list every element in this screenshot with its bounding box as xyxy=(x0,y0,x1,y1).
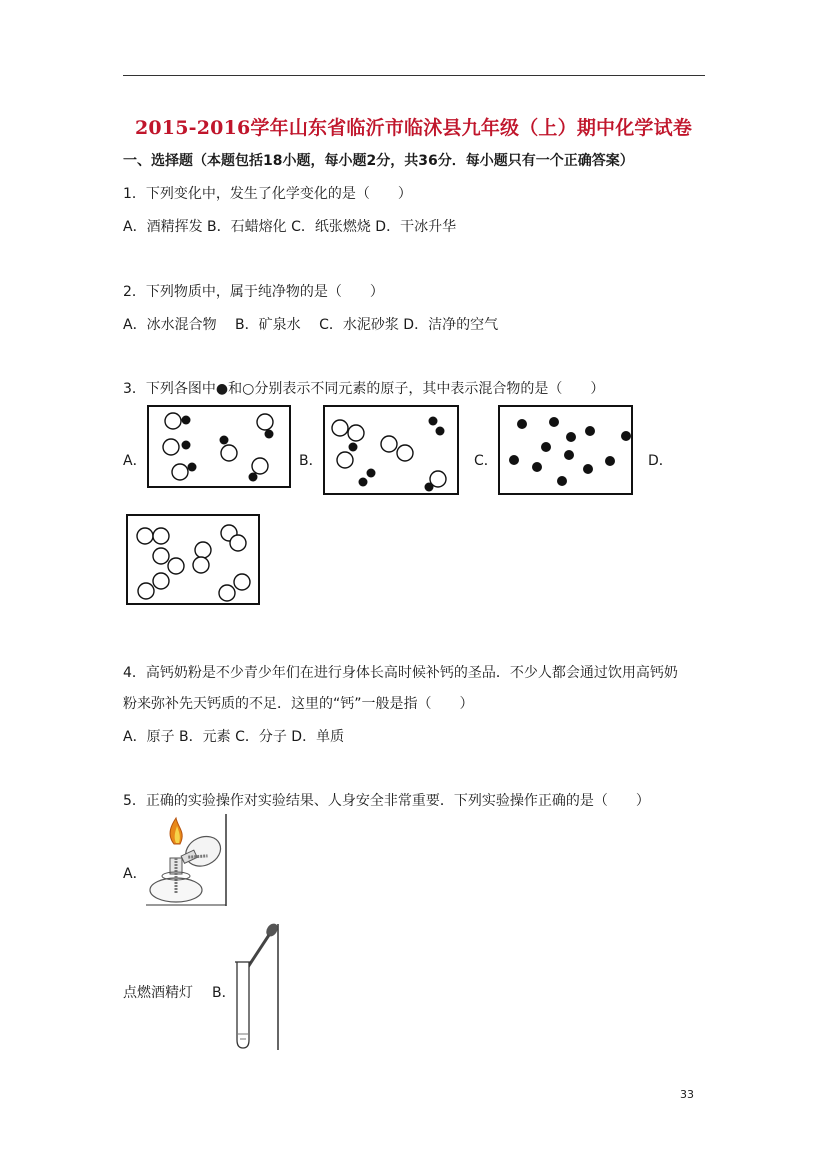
diagram-a-particles xyxy=(149,407,293,490)
question-4-stem-line1: 4．高钙奶粉是不少青少年们在进行身体长高时候补钙的圣品．不少人都会通过饮用高钙奶 xyxy=(123,665,678,681)
option-d-label: D． xyxy=(648,453,673,469)
diagram-d-box xyxy=(126,514,260,605)
dropper-in-test-tube-image xyxy=(230,922,282,1052)
option-c-label: C． xyxy=(474,453,498,469)
diagram-a-box xyxy=(147,405,291,488)
question-3-stem: 3．下列各图中●和○分别表示不同元素的原子，其中表示混合物的是（ ） xyxy=(123,381,605,397)
question-1-options: A．酒精挥发 B．石蜡熔化 C．纸张燃烧 D．干冰升华 xyxy=(123,219,457,235)
lighting-alcohol-lamp-image xyxy=(146,814,228,906)
question-1-stem: 1．下列变化中，发生了化学变化的是（ ） xyxy=(123,186,412,202)
page-number: 33 xyxy=(680,1088,694,1101)
diagram-c-particles xyxy=(500,407,635,497)
option-5a-caption: 点燃酒精灯 xyxy=(123,985,193,1001)
option-b-label: B． xyxy=(299,453,323,469)
question-5-stem: 5．正确的实验操作对实验结果、人身安全非常重要．下列实验操作正确的是（ ） xyxy=(123,793,650,809)
header-rule xyxy=(123,75,705,76)
diagram-b-box xyxy=(323,405,459,495)
question-2-stem: 2．下列物质中，属于纯净物的是（ ） xyxy=(123,284,384,300)
option-5a-label: A． xyxy=(123,866,147,882)
option-a-label: A． xyxy=(123,453,147,469)
section-heading: 一、选择题（本题包括18小题，每小题2分，共36分．每小题只有一个正确答案） xyxy=(123,153,634,169)
question-4-options: A．原子 B．元素 C．分子 D．单质 xyxy=(123,729,345,745)
question-2-options: A．冰水混合物 B．矿泉水 C．水泥砂浆 D．洁净的空气 xyxy=(123,317,499,333)
question-4-stem-line2: 粉来弥补先天钙质的不足．这里的“钙”一般是指（ ） xyxy=(123,696,474,712)
diagram-b-particles xyxy=(325,407,461,497)
option-5b-label: B． xyxy=(212,985,236,1001)
diagram-d-particles xyxy=(128,516,262,607)
page-title: 2015-2016学年山东省临沂市临沭县九年级（上）期中化学试卷 xyxy=(134,117,693,139)
diagram-c-box xyxy=(498,405,633,495)
